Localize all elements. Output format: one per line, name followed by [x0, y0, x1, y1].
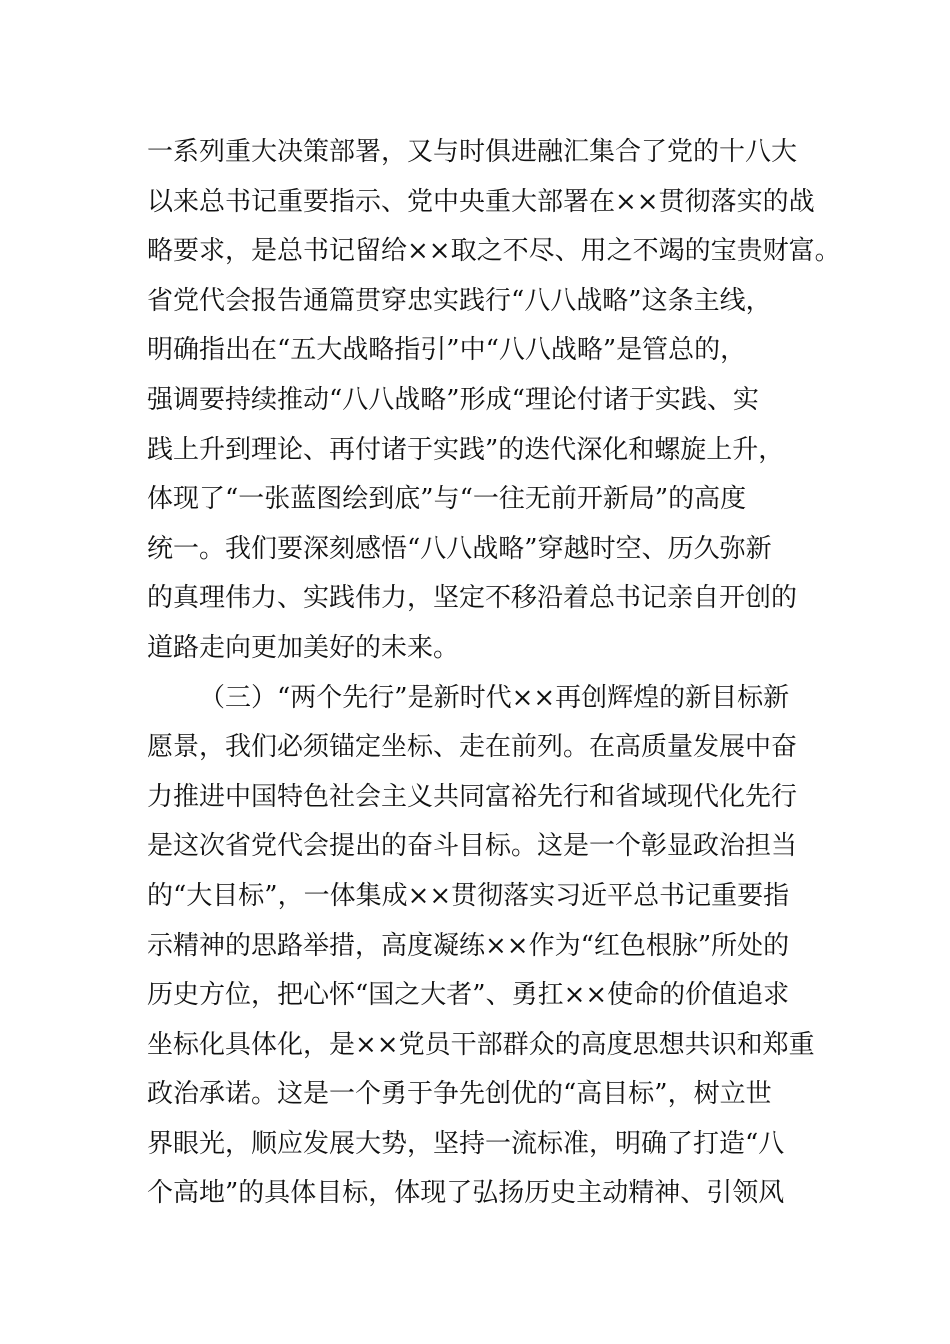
text-line: 统一。我们要深刻感悟“八八战略”穿越时空、历久弥新	[147, 533, 772, 564]
text-line: 强调要持续推动“八八战略”形成“理论付诸于实践、实	[147, 384, 759, 415]
text-line: 力推进中国特色社会主义共同富裕先行和省域现代化先行	[147, 781, 798, 812]
section-heading-line: （三）“两个先行”是新时代××再创辉煌的新目标新	[199, 682, 790, 713]
text-line: 明确指出在“五大战略指引”中“八八战略”是管总的，	[147, 335, 747, 366]
text-line: 坐标化具体化，是××党员干部群众的高度思想共识和郑重	[147, 1029, 815, 1060]
text-line: 愿景，我们必须锚定坐标、走在前列。在高质量发展中奋	[147, 732, 798, 763]
text-line: 体现了“一张蓝图绘到底”与“一往无前开新局”的高度	[147, 484, 747, 515]
text-line: 省党代会报告通篇贯穿忠实践行“八八战略”这条主线，	[147, 285, 772, 316]
text-line: 略要求，是总书记留给××取之不尽、用之不竭的宝贵财富。	[147, 236, 841, 267]
text-line: 政治承诺。这是一个勇于争先创优的“高目标”，树立世	[147, 1079, 772, 1110]
text-line: 道路走向更加美好的未来。	[147, 632, 460, 663]
text-line: 示精神的思路举措，高度凝练××作为“红色根脉”所处的	[147, 930, 790, 961]
text-line: 的真理伟力、实践伟力，坚定不移沿着总书记亲自开创的	[147, 583, 798, 614]
text-line: 是这次省党代会提出的奋斗目标。这是一个彰显政治担当	[147, 831, 798, 862]
text-line: 个高地”的具体目标，体现了弘扬历史主动精神、引领风	[147, 1178, 785, 1209]
text-line: 践上升到理论、再付诸于实践”的迭代深化和螺旋上升，	[147, 434, 785, 465]
text-line: 界眼光，顺应发展大势，坚持一流标准，明确了打造“八	[147, 1128, 785, 1159]
body-text	[147, 128, 841, 1219]
text-line: 一系列重大决策部署，又与时俱进融汇集合了党的十八大	[147, 137, 798, 167]
text-line: 以来总书记重要指示、党中央重大部署在××贯彻落实的战	[147, 186, 815, 217]
text-line: 的“大目标”，一体集成××贯彻落实习近平总书记重要指	[147, 880, 790, 911]
text-line: 历史方位，把心怀“国之大者”、勇扛××使命的价值追求	[147, 980, 790, 1011]
